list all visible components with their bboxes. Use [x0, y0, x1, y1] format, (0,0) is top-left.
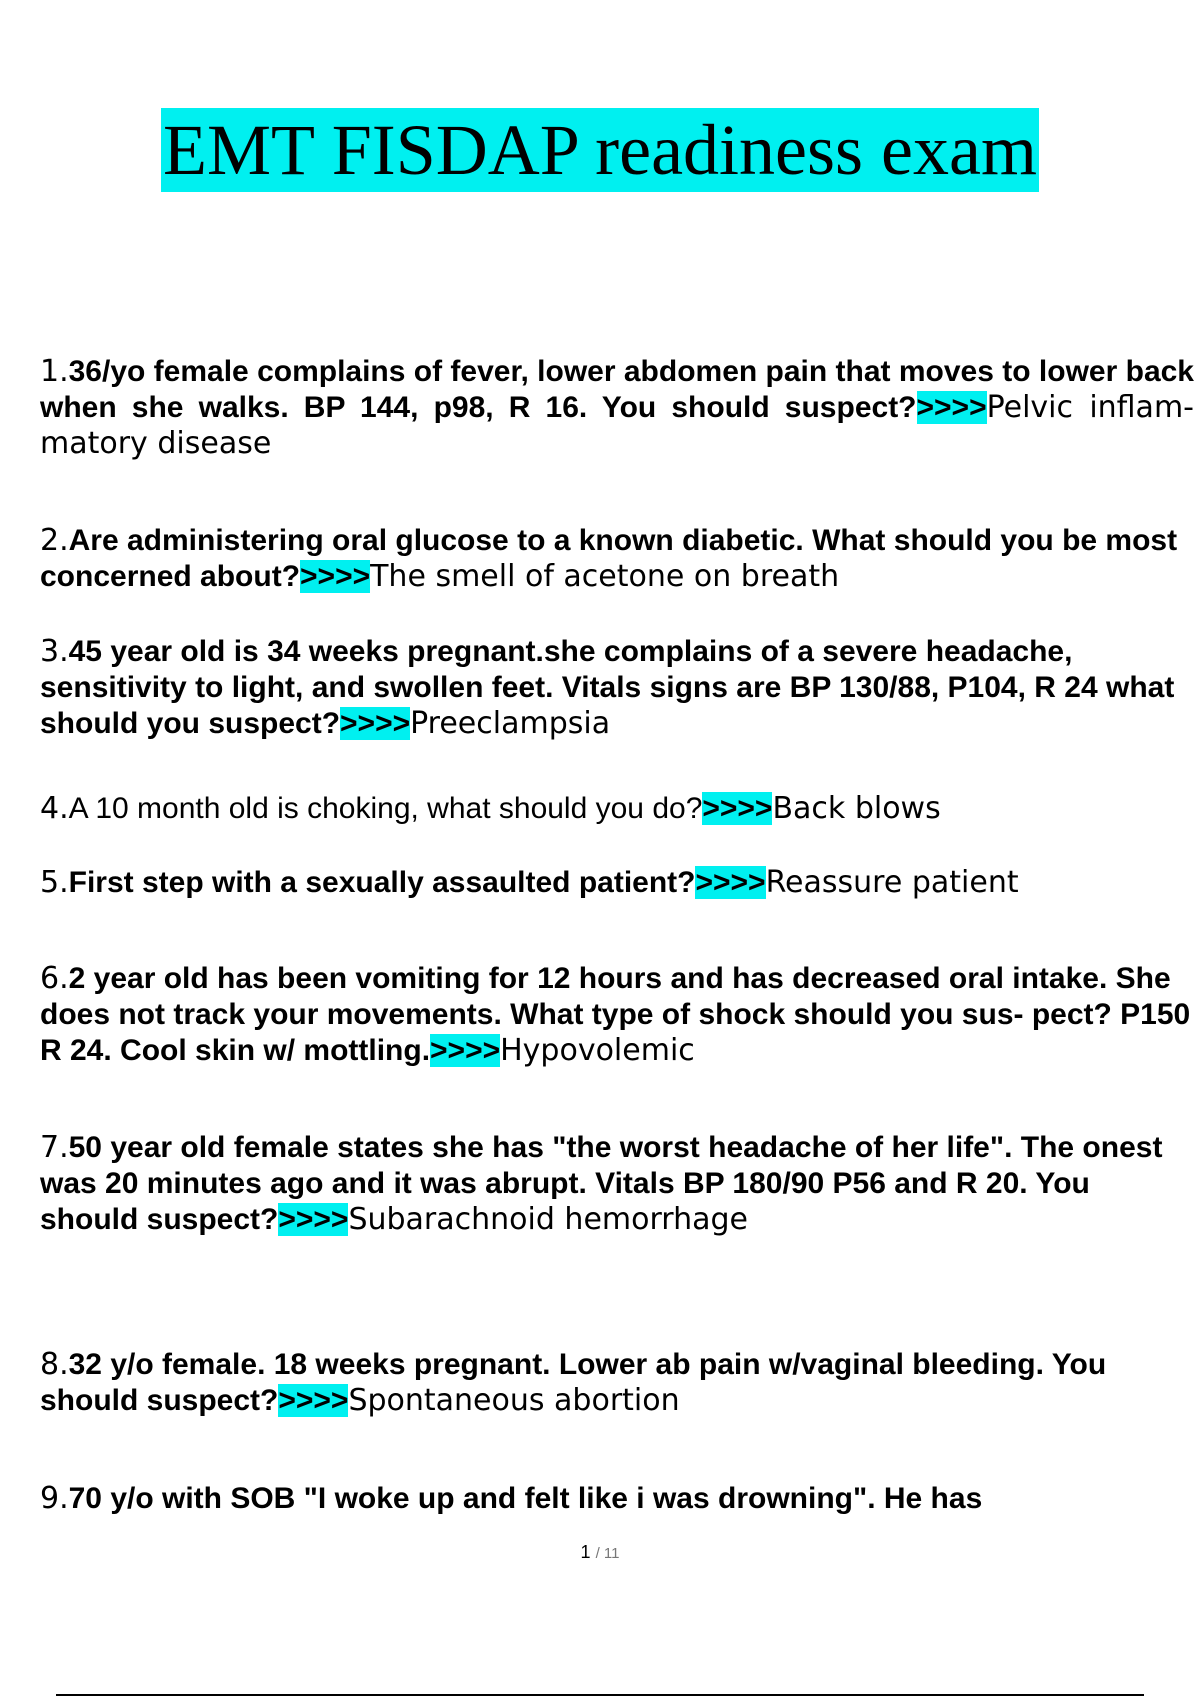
- question-9: [40, 1481, 1194, 1517]
- question-4: [40, 791, 1194, 827]
- page-number: [0, 1542, 1200, 1563]
- question-1: [40, 354, 1194, 462]
- answer-arrow: >>>>: [695, 866, 766, 899]
- question-text: First step with a sexually assaulted patient?: [68, 866, 696, 899]
- question-2: [40, 523, 1194, 595]
- question-number: 3.: [40, 634, 69, 669]
- question-number: 6.: [40, 961, 69, 996]
- question-number: 7.: [40, 1130, 69, 1165]
- total-pages: / 11: [595, 1545, 620, 1562]
- answer-text: The smell of acetone on breath: [370, 559, 840, 594]
- question-number: 8.: [40, 1347, 69, 1382]
- question-text: 50 year old female states she has "the worst headache of her life". The onest was 20 minutes ago and it was abrupt. Vitals BP 180/90 P56 and R 20. You should suspect?: [40, 1131, 1163, 1236]
- answer-arrow: >>>>: [916, 391, 987, 424]
- answer-arrow: >>>>: [702, 792, 773, 825]
- answer-text: Pelvic inflam- matory disease: [40, 390, 1194, 461]
- question-7: [40, 1130, 1194, 1238]
- answer-text: Spontaneous abortion: [348, 1383, 680, 1418]
- answer-text: Preeclampsia: [410, 706, 611, 741]
- document-title: EMT FISDAP readiness exam: [163, 110, 1037, 190]
- question-text: 2 year old has been vomiting for 12 hours and has decreased oral intake. She does not track your movements. What type of shock should you sus- pect? P150 R 24. Cool skin w/ mottling.: [40, 962, 1191, 1067]
- question-number: 4.: [40, 791, 69, 826]
- question-text: 70 y/o with SOB "I woke up and felt like i was drowning". He has: [68, 1482, 983, 1515]
- answer-text: Reassure patient: [765, 865, 1019, 900]
- question-text: A 10 month old is choking, what should you do?: [68, 792, 703, 825]
- question-6: [40, 961, 1194, 1069]
- bottom-divider: [56, 1694, 1144, 1696]
- question-number: 5.: [40, 865, 69, 900]
- answer-arrow: >>>>: [278, 1384, 349, 1417]
- title-container: [0, 108, 1200, 192]
- question-3: [40, 634, 1194, 742]
- question-text: 36/yo female complains of fever, lower abdomen pain that moves to lower back when she walks. BP 144, p98, R 16. You should suspect?: [40, 355, 1194, 424]
- answer-arrow: >>>>: [430, 1034, 501, 1067]
- answer-arrow: >>>>: [278, 1203, 349, 1236]
- question-8: [40, 1347, 1194, 1419]
- answer-text: Hypovolemic: [500, 1033, 695, 1068]
- question-5: [40, 865, 1194, 901]
- answer-arrow: >>>>: [340, 707, 411, 740]
- answer-arrow: >>>>: [300, 560, 371, 593]
- question-number: 9.: [40, 1481, 69, 1516]
- question-number: 2.: [40, 523, 69, 558]
- question-number: 1.: [40, 354, 69, 389]
- answer-text: Subarachnoid hemorrhage: [348, 1202, 748, 1237]
- current-page: 1: [580, 1542, 591, 1562]
- question-text: Are administering oral glucose to a known diabetic. What should you be most concerned about?: [40, 524, 1178, 593]
- question-text: 32 y/o female. 18 weeks pregnant. Lower ab pain w/vaginal bleeding. You should suspect?: [40, 1348, 1107, 1417]
- answer-text: Back blows: [772, 791, 941, 826]
- question-text: 45 year old is 34 weeks pregnant.she complains of a severe headache, sensitivity to light, and swollen feet. Vitals signs are BP 130/88, P104, R 24 what should you suspect?: [40, 635, 1175, 740]
